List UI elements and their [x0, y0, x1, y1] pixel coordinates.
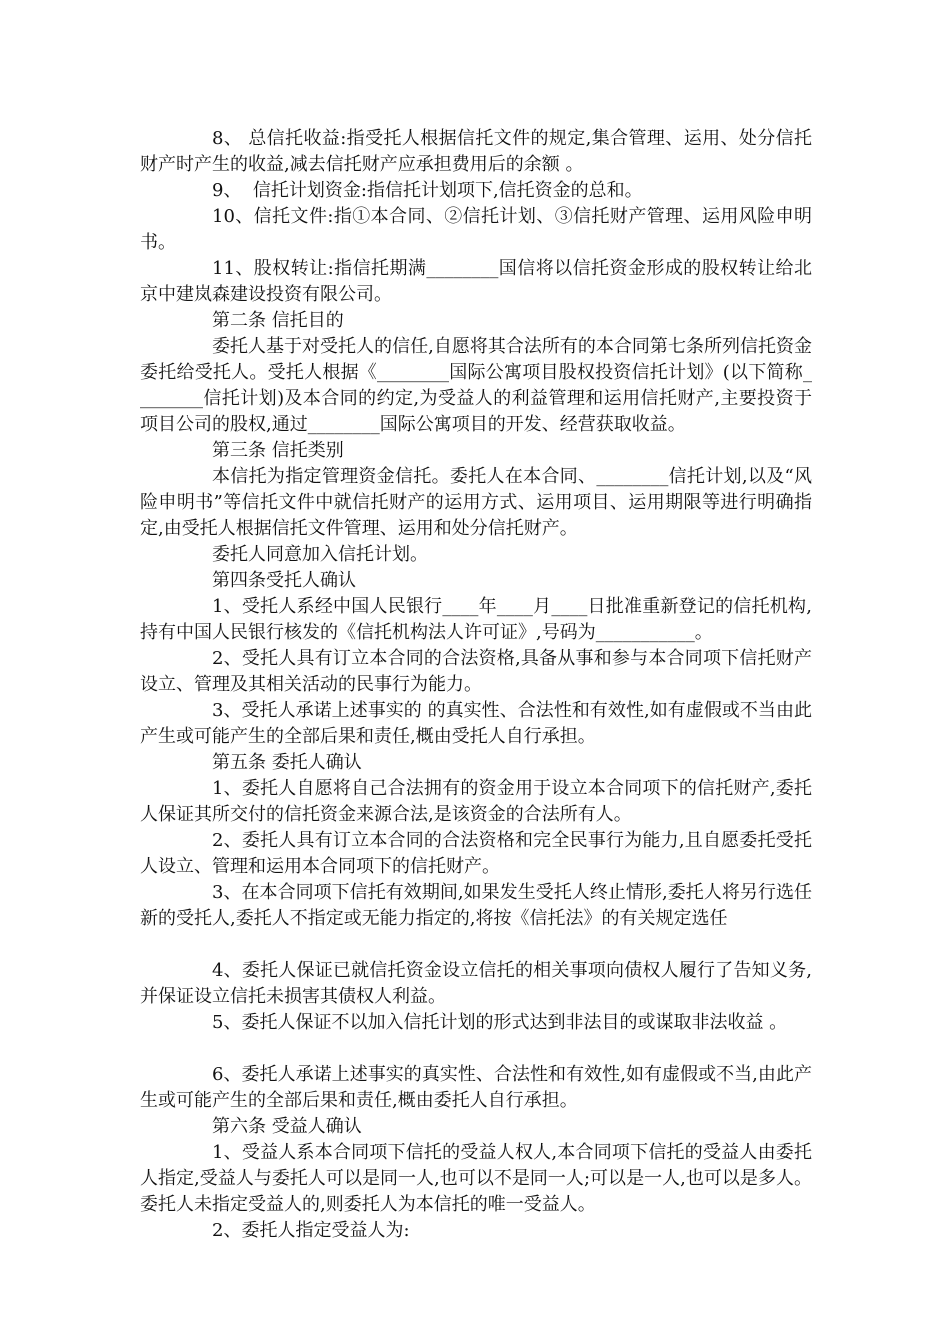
article-6-item-2: 2、委托人指定受益人为: — [212, 1220, 410, 1241]
blank-line — [140, 1036, 812, 1062]
clause-8-paragraph: 8、 总信托收益:指受托人根据信托文件的规定,集合管理、运用、处分信托财产时产生的收益,减去信托财产应承担费用后的余额 。 — [140, 128, 812, 175]
article-4-item-2: 2、受托人具有订立本合同的合法资格,具备从事和参与本合同项下信托财产设立、管理及其相关活动的民事行为能力。 — [140, 648, 812, 695]
article-3-consent-paragraph: 委托人同意加入信托计划。 — [212, 544, 428, 565]
article-3-heading: 第三条 信托类别 — [212, 440, 344, 461]
article-6-heading: 第六条 受益人确认 — [212, 1116, 362, 1137]
document-page — [140, 126, 812, 1244]
article-2-heading: 第二条 信托目的 — [212, 310, 344, 331]
article-2-paragraph: 委托人基于对受托人的信任,自愿将其合法所有的本合同第七条所列信托资金委托给受托人。受托人根据《________国际公寓项目股权投资信托计划》(以下简称________信托计划)及本合同的约定,为受益人的利益管理和运用信托财产,主要投资于项目公司的股权,通过________国际公寓项目的开发、经营获取收益。 — [140, 336, 812, 435]
article-5-item-3: 3、在本合同项下信托有效期间,如果发生受托人终止情形,委托人将另行选任新的受托人,委托人不指定或无能力指定的,将按《信托法》的有关规定选任 — [140, 882, 812, 929]
blank-line — [140, 932, 812, 958]
clause-11-paragraph: 11、股权转让:指信托期满________国信将以信托资金形成的股权转让给北京中建岚森建设投资有限公司。 — [140, 258, 812, 305]
article-5-item-2: 2、委托人具有订立本合同的合法资格和完全民事行为能力,且自愿委托受托人设立、管理和运用本合同项下的信托财产。 — [140, 830, 812, 877]
article-5-item-5: 5、委托人保证不以加入信托计划的形式达到非法目的或谋取非法收益 。 — [212, 1012, 788, 1033]
article-5-item-4: 4、委托人保证已就信托资金设立信托的相关事项向债权人履行了告知义务,并保证设立信托未损害其债权人利益。 — [140, 960, 812, 1007]
clause-10-paragraph: 10、信托文件:指①本合同、②信托计划、③信托财产管理、运用风险申明书。 — [140, 206, 812, 253]
article-3-paragraph: 本信托为指定管理资金信托。委托人在本合同、________信托计划,以及“风险申明书”等信托文件中就信托财产的运用方式、运用项目、运用期限等进行明确指定,由受托人根据信托文件管理、运用和处分信托财产。 — [140, 466, 812, 539]
article-5-item-6: 6、委托人承诺上述事实的真实性、合法性和有效性,如有虚假或不当,由此产生或可能产生的全部后果和责任,概由委托人自行承担。 — [140, 1064, 812, 1111]
article-5-heading: 第五条 委托人确认 — [212, 752, 362, 773]
article-4-heading: 第四条受托人确认 — [212, 570, 356, 591]
article-4-item-3: 3、受托人承诺上述事实的 的真实性、合法性和有效性,如有虚假或不当由此产生或可能产生的全部后果和责任,概由受托人自行承担。 — [140, 700, 812, 747]
article-4-item-1: 1、受托人系经中国人民银行____年____月____日批准重新登记的信托机构,持有中国人民银行核发的《信托机构法人许可证》,号码为___________。 — [140, 596, 812, 643]
clause-9-paragraph: 9、 信托计划资金:指信托计划项下,信托资金的总和。 — [212, 180, 643, 201]
article-6-item-1: 1、受益人系本合同项下信托的受益人权人,本合同项下信托的受益人由委托人指定,受益人与委托人可以是同一人,也可以不是同一人;可以是一人,也可以是多人。委托人未指定受益人的,则委托人为本信托的唯一受益人。 — [140, 1142, 812, 1215]
article-5-item-1: 1、委托人自愿将自己合法拥有的资金用于设立本合同项下的信托财产,委托人保证其所交付的信托资金来源合法,是该资金的合法所有人。 — [140, 778, 812, 825]
